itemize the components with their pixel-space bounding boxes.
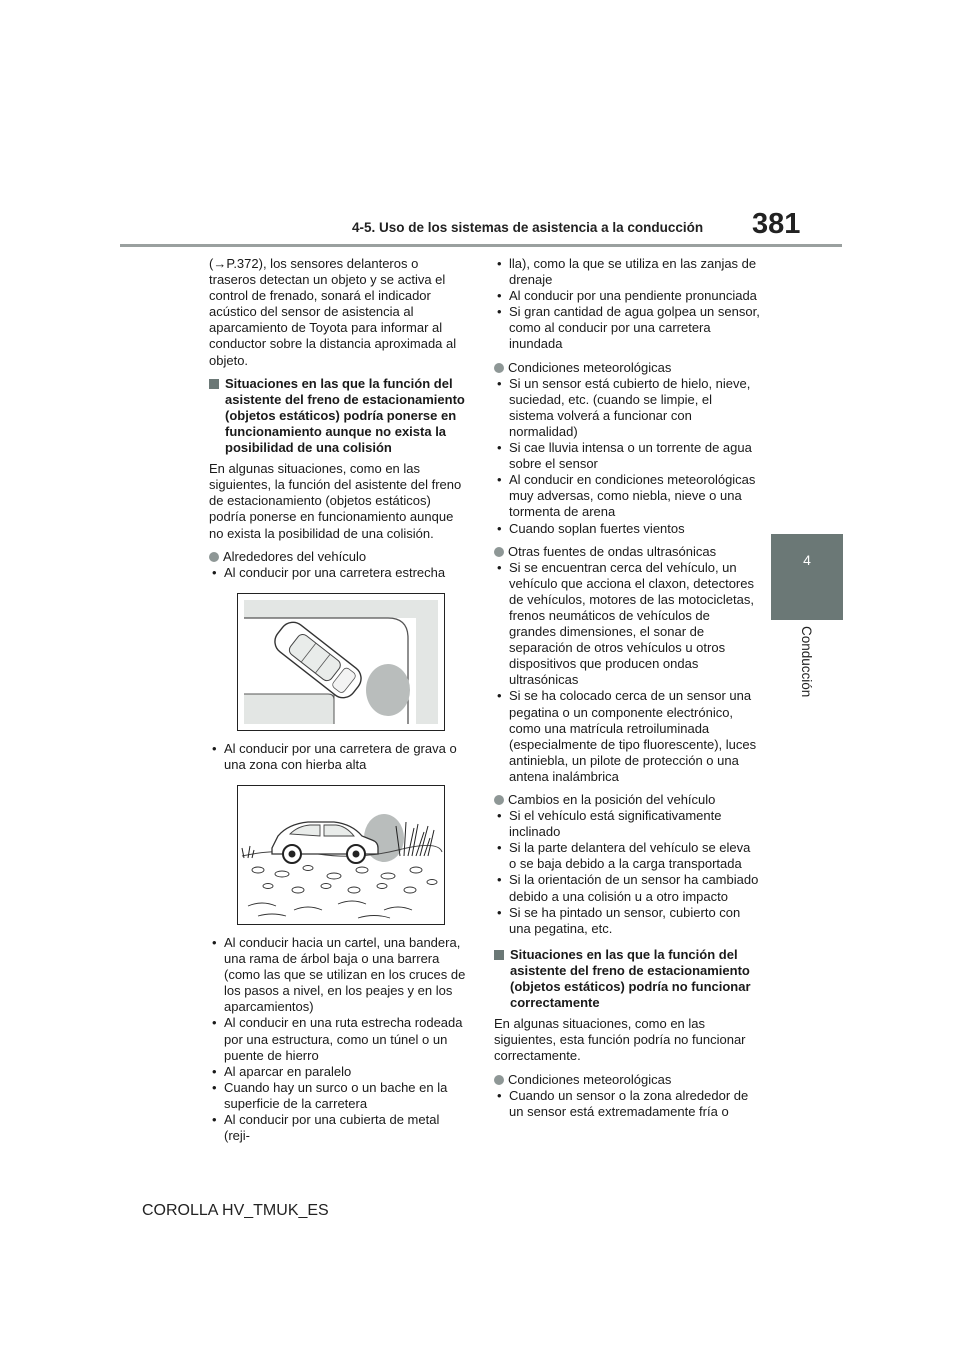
list-item: • Si la parte delantera del vehículo se eleva o se baja debido a la carga transportada bbox=[494, 840, 760, 872]
list-item: • Al aparcar en paralelo bbox=[209, 1064, 466, 1080]
list-item: • Cuando un sensor o la zona alrededor de un sensor está extremadamente fría o bbox=[494, 1088, 760, 1120]
list-item: • Cuando hay un surco o un bache en la superficie de la carretera bbox=[209, 1080, 466, 1112]
circle-bullet-icon bbox=[494, 363, 504, 373]
list-item: • Al conducir por una carretera de grava o una zona con hierba alta bbox=[209, 741, 466, 773]
circle-bullet-icon bbox=[494, 1075, 504, 1085]
subheading-surroundings-text: Alrededores del vehículo bbox=[223, 548, 367, 564]
list-item: • Al conducir por una carretera estrecha bbox=[209, 565, 466, 581]
subheading-ultrasonic bbox=[494, 544, 760, 560]
section-header-title: 4-5. Uso de los sistemas de asistencia a la conducción bbox=[352, 220, 704, 235]
gravel-road-illustration bbox=[237, 785, 445, 925]
chapter-tab-number: 4 bbox=[803, 552, 811, 568]
subheading-vehicle-position bbox=[494, 792, 760, 808]
subheading-surroundings bbox=[209, 549, 466, 565]
chapter-tab bbox=[771, 534, 843, 620]
list-item: • Si se ha pintado un sensor, cubierto con una pegatina, etc. bbox=[494, 905, 760, 937]
gravel-road-drawing bbox=[238, 786, 444, 924]
left-column bbox=[209, 256, 466, 1144]
list-item: • Al conducir hacia un cartel, una bandera, una rama de árbol baja o una barrera (como las que se utilizan en los cruces de los pasos a nivel, en los peajes y en los aparcamientos) bbox=[209, 935, 466, 1015]
subheading-vehicle-position-text: Cambios en la posición del vehículo bbox=[508, 792, 716, 807]
section-2-body: En algunas situaciones, como en las siguientes, esta función podría no funcionar correctamente. bbox=[494, 1016, 746, 1064]
list-item: • Si un sensor está cubierto de hielo, nieve, suciedad, etc. (cuando se limpie, el sistema volverá a funcionar con normalidad) bbox=[494, 376, 760, 440]
subheading-weather-text: Condiciones meteorológicas bbox=[508, 359, 672, 375]
list-item: • Si el vehículo está significativamente inclinado bbox=[494, 808, 760, 840]
list-item-continuation: • lla), como la que se utiliza en las zanjas de drenaje bbox=[494, 256, 760, 288]
square-bullet-icon bbox=[209, 379, 219, 389]
intro-paragraph: (→P.372), los sensores delanteros o traseros detectan un objeto y se activa el control de frenado, sonará el indicador acústico del sensor de asistencia al aparcamiento de Toyota para informar al conductor sobre la distancia aproximada al objeto. bbox=[209, 256, 457, 368]
square-bullet-icon bbox=[494, 950, 504, 960]
narrow-road-drawing bbox=[238, 594, 444, 730]
chapter-side-label bbox=[800, 626, 814, 736]
list-item: • Al conducir en una ruta estrecha rodeada por una estructura, como un túnel o un puente de hierro bbox=[209, 1015, 466, 1063]
circle-bullet-icon bbox=[494, 547, 504, 557]
subheading-weather bbox=[494, 360, 760, 376]
list-item: • Si la orientación de un sensor ha cambiado debido a una colisión u a otro impacto bbox=[494, 872, 760, 904]
right-column bbox=[494, 256, 760, 1120]
list-item: • Si gran cantidad de agua golpea un sensor, como al conducir por una carretera inundada bbox=[494, 304, 760, 352]
list-item: • Al conducir por una pendiente pronunciada bbox=[494, 288, 760, 304]
page-number: 381 bbox=[752, 208, 801, 240]
list-item: • Si se ha colocado cerca de un sensor una pegatina o un componente electrónico, como una matrícula retroiluminada (especialmente de tipo fluorescente), luces antiniebla, un pilote de protección o una antena inalámbrica bbox=[494, 688, 760, 785]
list-item: • Si se encuentran cerca del vehículo, un vehículo que acciona el claxon, detectores de vehículos, motores de las motocicletas, frenos neumáticos de vehículos de grandes dimensiones, el sonar de separación de otros vehículos u otros dispositivos que producen ondas ultrasónicas bbox=[494, 560, 760, 689]
footer-model-code: COROLLA HV_TMUK_ES bbox=[142, 1202, 329, 1219]
section-heading-2-text: Situaciones en las que la función del asistente del freno de estacionamiento (objetos estáticos) podría no funcionar correctamente bbox=[510, 946, 751, 1011]
list-item: • Si cae lluvia intensa o un torrente de agua sobre el sensor bbox=[494, 440, 760, 472]
section-heading-1-text: Situaciones en las que la función del asistente del freno de estacionamiento (objetos estáticos) podría ponerse en funcionamiento aunque no exista la posibilidad de una colisión bbox=[225, 375, 465, 456]
section-heading-2 bbox=[494, 947, 760, 1011]
list-item: • Al conducir en condiciones meteorológicas muy adversas, como niebla, nieve o una tormenta de arena bbox=[494, 472, 760, 520]
chapter-side-label-text: Conducción bbox=[799, 626, 814, 698]
circle-bullet-icon bbox=[209, 552, 219, 562]
header-rule bbox=[120, 244, 842, 247]
circle-bullet-icon bbox=[494, 795, 504, 805]
narrow-road-illustration bbox=[237, 593, 445, 731]
section-1-body: En algunas situaciones, como en las siguientes, la función del asistente del freno de estacionamiento (objetos estáticos) podría ponerse en funcionamiento aunque no exista la posibilidad de una colisión. bbox=[209, 461, 462, 541]
subheading-weather-2 bbox=[494, 1072, 760, 1088]
section-heading-1 bbox=[209, 376, 466, 456]
subheading-ultrasonic-text: Otras fuentes de ondas ultrasónicas bbox=[508, 543, 717, 559]
subheading-weather-2-text: Condiciones meteorológicas bbox=[508, 1071, 672, 1087]
list-item: • Al conducir por una cubierta de metal (reji- bbox=[209, 1112, 466, 1144]
list-item: • Cuando soplan fuertes vientos bbox=[494, 521, 760, 537]
